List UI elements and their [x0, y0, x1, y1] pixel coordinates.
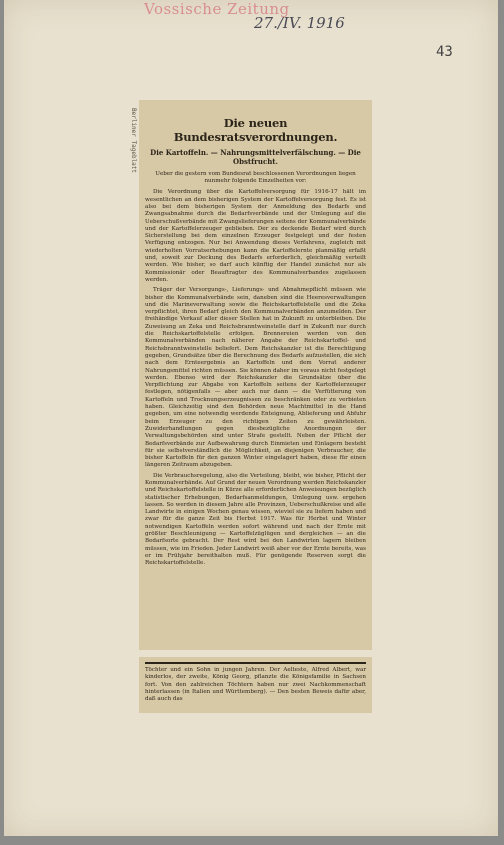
archive-sheet: [4, 0, 498, 836]
margin-text: Berliner Tageblatt: [130, 108, 137, 174]
article-subheadline: Die Kartoffeln. — Nahrungsmittelverfälschung. — Die Obstfrucht.: [150, 148, 361, 166]
article-paragraph: Die Verordnung über die Kartoffelversorgung für 1916-17 hält im wesentlichen an dem bisherigen System der Kartoffelversorgung fest. Es ist also bei dem bisherigen System der Anmeldung des Bedarfs und Zwangsabnahme durch die Bedarfsverbände und der Umlegung auf die Ueberschußverbände mit Zwangslieferungen seitens der Kommunalverbände und der Kartoffelerzeuger geblieben. Der zu deckende Bedarf wird durch Sicherstellung bei dem einzelnen Erzeuger festgelegt und der festen Verfügung entzogen. Nur bei Anwendung dieses Verfahrens, zugleich mit wiederholten Vorratserhebungen kann die Kartoffelernte planmäßig erfaßt und, soweit zur Deckung des Bedarfs erforderlich, gleichmäßig verteilt werden. Wie bisher, so darf auch künftig der Handel zunächst nur als Kommissionär oder Beauftragter des Kommunalverbandes zugelassen werden.: [145, 189, 366, 283]
newspaper-fragment: [139, 657, 372, 713]
handwritten-date: 27./IV. 1916: [254, 14, 345, 32]
article-paragraph: Träger der Versorgungs-, Lieferungs- und Abnahmepflicht müssen wie bisher die Kommunalverbände sein, daneben sind die Heeresverwaltungen und die Marineverwaltung sowie die Reichskartoffelstelle und die Zeka verpflichtet, ihren Bedarf gleich den Kommunalverbänden anzumelden. Der freihändige Verkauf aller dieser Stellen hat in Zukunft zu unterbleiben. Die Zuweisung an Zeka und Reichsbranntweinstelle darf in Zukunft nur durch die Reichskartoffelstelle erfolgen. Brennereien werden von den Kommunalverbänden nach näherer Angabe der Reichskartoffel- und Reichsbranntweinstelle beliefert. Dem Reichskanzler ist die Berechtigung gegeben, Grundsätze über die Berechnung des Bedarfs aufzustellen, die sich nach dem Ernteergebnis an Kartoffeln und dem Vorrat anderer Nahrungsmittel richten müssen. Sie können daher im voraus nicht festgelegt werden. Ebenso wird der Reichskanzler die Grundsätze über die Verpflichtung zur Abgabe von Kartoffeln seitens der Kartoffelerzeuger festlegen, nötigenfalls — aber auch nur dann — die Verfütterung von Kartoffeln und Trocknungserzeugnissen zu beschränken oder zu verbieten haben. Gleichzeitig sind den Behörden neue Machtmittel in die Hand gegeben, um eine notwendig werdende Enteignung, Ablieferung und Abfuhr beim Erzeuger zu den richtigen Zeiten zu gewährleisten. Zuwiderhandlungen gegen diesbezügliche Anordnungen der Verwaltungsbehörden sind unter Strafe gestellt. Neben der Pflicht der Bedarfsverbände zur Aufbewahrung durch Einmieten und Einlagern besteht für sie selbstverständlich die Möglichkeit, an diejenigen Verbraucher, die bisher Kartoffeln für den ganzen Winter eingelagert haben, diese für einen längeren Zeitraum abzugeben.: [145, 287, 366, 469]
newspaper-clipping: [139, 100, 372, 650]
divider-rule: [145, 662, 366, 664]
fragment-text: Töchter und ein Sohn in jungen Jahren. Der Aelteste, Alfred Albert, war kinderlos, der zweite, König Georg, pflanzte die Königsfamilie in Sachsen fort. Von den zahlreichen Töchtern haben nur zwei Nachkommenschaft hinterlassen (in Italien und Württemberg). — Den besten Beweis dafür aber, daß auch das: [145, 667, 366, 703]
article-headline: Die neuen Bundesratsverordnungen.: [173, 116, 338, 144]
page-number: 43: [436, 44, 453, 60]
newspaper-masthead: Vossische Zeitung: [144, 0, 290, 18]
article-paragraph: Die Verbrauchsregelung, also die Verteilung, bleibt, wie bisher, Pflicht der Kommunalverbände. Auf Grund der neuen Verordnung werden Reichskanzler und Reichskartoffelstelle in Kürze alle erforderlichen Anweisungen bezüglich statistischer Erhebungen, Bedarfsanmeldungen, Umlegung usw. ergehen lassen. So werden in diesem Jahre alle Provinzen, Ueberschußkreise und alle Landwirte in einigen Wochen genau wissen, wieviel sie zu liefern haben und zwar für die ganze Zeit bis Herbst 1917. Was für Herbst und Winter notwendigen Kartoffeln werden sofort während und nach der Ernte mit größter Beschleunigung — Kartoffelzüglügen und dergleichen — an die Bedarfsorte gebracht. Der Rest wird bei den Landwirten lagern bleiben müssen, wie im Frieden. Jeder Landwirt weiß aber vor der Ernte bereits, was er im Frühjahr bereithalten muß. Für genügende Reserven sorgt die Reichskartoffelstelle.: [145, 472, 366, 567]
article-intro: Ueber die gestern vom Bundesrat beschlossenen Verordnungen liegen nunmehr folgende Einzelheiten vor:: [155, 171, 356, 185]
